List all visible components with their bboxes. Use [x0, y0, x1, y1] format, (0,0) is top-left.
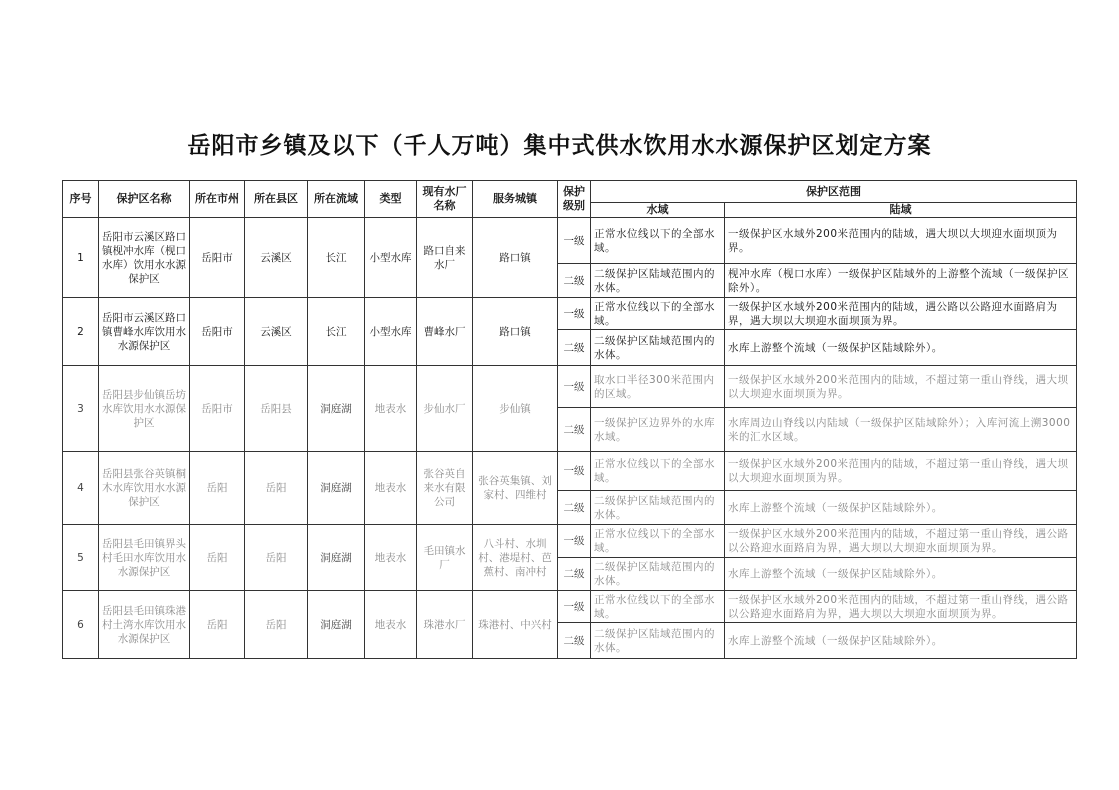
row-plant: 珠港水厂 — [417, 591, 473, 659]
header-scope: 保护区范围 — [591, 181, 1077, 203]
header-towns: 服务城镇 — [473, 181, 558, 218]
header-plant: 现有水厂名称 — [417, 181, 473, 218]
protection-zone-table — [62, 180, 1077, 659]
row-level-1-water: 正常水位线以下的全部水域。 — [591, 525, 725, 558]
row-level-1: 一级 — [558, 366, 591, 408]
row-level-1-water: 取水口半径300米范围内的区域。 — [591, 366, 725, 408]
row-county: 云溪区 — [245, 218, 308, 298]
row-level-2-water: 二级保护区陆域范围内的水体。 — [591, 558, 725, 591]
row-county: 岳阳 — [245, 452, 308, 525]
row-no: 4 — [63, 452, 99, 525]
row-level-2: 二级 — [558, 264, 591, 298]
row-county: 岳阳 — [245, 591, 308, 659]
row-level-1-land: 一级保护区水域外200米范围内的陆域，遇大坝以大坝迎水面坝顶为界。 — [725, 218, 1077, 264]
row-level-1: 一级 — [558, 298, 591, 330]
row-towns: 路口镇 — [473, 298, 558, 366]
row-name: 岳阳县毛田镇珠港村土湾水库饮用水水源保护区 — [99, 591, 190, 659]
row-plant: 路口自来水厂 — [417, 218, 473, 298]
row-county: 岳阳县 — [245, 366, 308, 452]
row-no: 3 — [63, 366, 99, 452]
row-plant: 曹峰水厂 — [417, 298, 473, 366]
row-level-1-water: 正常水位线以下的全部水域。 — [591, 298, 725, 330]
row-basin: 洞庭湖 — [308, 525, 365, 591]
row-level-1-land: 一级保护区水域外200米范围内的陆域，不超过第一重山脊线，遇公路以公路迎水面路肩为界，遇大坝以大坝迎水面坝顶为界。 — [725, 591, 1077, 623]
row-level-2-land: 水库上游整个流域（一级保护区陆域除外）。 — [725, 623, 1077, 659]
row-level-2: 二级 — [558, 491, 591, 525]
row-name: 岳阳市云溪区路口镇枧冲水库（枧口水库）饮用水水源保护区 — [99, 218, 190, 298]
row-basin: 洞庭湖 — [308, 452, 365, 525]
table-row — [63, 366, 1077, 408]
table-row — [63, 452, 1077, 491]
row-no: 6 — [63, 591, 99, 659]
row-level-2-water: 二级保护区陆域范围内的水体。 — [591, 491, 725, 525]
row-level-1-land: 一级保护区水域外200米范围内的陆域，不超过第一重山脊线，遇公路以公路迎水面路肩为界，遇大坝以大坝迎水面坝顶为界。 — [725, 525, 1077, 558]
row-city: 岳阳 — [190, 525, 245, 591]
row-level-2-water: 二级保护区陆域范围内的水体。 — [591, 264, 725, 298]
table-row — [63, 298, 1077, 330]
row-type: 地表水 — [365, 591, 417, 659]
row-city: 岳阳市 — [190, 366, 245, 452]
row-name: 岳阳市云溪区路口镇曹峰水库饮用水水源保护区 — [99, 298, 190, 366]
row-level-1-land: 一级保护区水域外200米范围内的陆域，遇公路以公路迎水面路肩为界，遇大坝以大坝迎水面坝顶为界。 — [725, 298, 1077, 330]
row-type: 小型水库 — [365, 298, 417, 366]
row-city: 岳阳市 — [190, 218, 245, 298]
row-type: 地表水 — [365, 452, 417, 525]
header-county: 所在县区 — [245, 181, 308, 218]
row-type: 小型水库 — [365, 218, 417, 298]
row-towns: 八斗村、水圳村、港堤村、芭蕉村、南冲村 — [473, 525, 558, 591]
header-level: 保护级别 — [558, 181, 591, 218]
row-level-2-water: 二级保护区陆域范围内的水体。 — [591, 623, 725, 659]
header-land: 陆域 — [725, 203, 1077, 218]
row-level-2-land: 水库上游整个流域（一级保护区陆域除外）。 — [725, 491, 1077, 525]
row-basin: 洞庭湖 — [308, 366, 365, 452]
row-basin: 长江 — [308, 218, 365, 298]
table-row — [63, 591, 1077, 623]
row-level-2: 二级 — [558, 330, 591, 366]
row-no: 1 — [63, 218, 99, 298]
header-name: 保护区名称 — [99, 181, 190, 218]
row-level-2-land: 水库上游整个流域（一级保护区陆域除外）。 — [725, 558, 1077, 591]
row-county: 云溪区 — [245, 298, 308, 366]
row-level-2-water: 一级保护区边界外的水库水域。 — [591, 408, 725, 452]
header-no: 序号 — [63, 181, 99, 218]
row-name: 岳阳县张谷英镇桐木水库饮用水水源保护区 — [99, 452, 190, 525]
row-towns: 路口镇 — [473, 218, 558, 298]
document-title: 岳阳市乡镇及以下（千人万吨）集中式供水饮用水水源保护区划定方案 — [187, 132, 932, 159]
row-basin: 洞庭湖 — [308, 591, 365, 659]
row-level-1-water: 正常水位线以下的全部水域。 — [591, 452, 725, 491]
row-name: 岳阳县步仙镇岳坊水库饮用水水源保护区 — [99, 366, 190, 452]
row-level-1: 一级 — [558, 218, 591, 264]
header-water: 水域 — [591, 203, 725, 218]
row-level-1: 一级 — [558, 591, 591, 623]
row-level-2-land: 水库周边山脊线以内陆域（一级保护区陆域除外）；入库河流上溯3000米的汇水区域。 — [725, 408, 1077, 452]
row-level-1: 一级 — [558, 452, 591, 491]
row-level-2-water: 二级保护区陆域范围内的水体。 — [591, 330, 725, 366]
row-towns: 步仙镇 — [473, 366, 558, 452]
row-level-1-water: 正常水位线以下的全部水域。 — [591, 218, 725, 264]
row-level-2: 二级 — [558, 623, 591, 659]
header-city: 所在市州 — [190, 181, 245, 218]
row-level-2: 二级 — [558, 558, 591, 591]
header-basin: 所在流域 — [308, 181, 365, 218]
row-level-2-land: 枧冲水库（枧口水库）一级保护区陆域外的上游整个流域（一级保护区除外）。 — [725, 264, 1077, 298]
row-towns: 珠港村、中兴村 — [473, 591, 558, 659]
row-level-2: 二级 — [558, 408, 591, 452]
row-level-1-land: 一级保护区水域外200米范围内的陆域，不超过第一重山脊线，遇大坝以大坝迎水面坝顶为界。 — [725, 366, 1077, 408]
row-no: 2 — [63, 298, 99, 366]
row-level-2-land: 水库上游整个流域（一级保护区陆域除外）。 — [725, 330, 1077, 366]
header-type: 类型 — [365, 181, 417, 218]
row-level-1-land: 一级保护区水域外200米范围内的陆域，不超过第一重山脊线，遇大坝以大坝迎水面坝顶为界。 — [725, 452, 1077, 491]
row-level-1: 一级 — [558, 525, 591, 558]
row-basin: 长江 — [308, 298, 365, 366]
table-row — [63, 525, 1077, 558]
row-level-1-water: 正常水位线以下的全部水域。 — [591, 591, 725, 623]
row-county: 岳阳 — [245, 525, 308, 591]
row-city: 岳阳市 — [190, 298, 245, 366]
row-towns: 张谷英集镇、刘家村、四维村 — [473, 452, 558, 525]
row-plant: 步仙水厂 — [417, 366, 473, 452]
row-type: 地表水 — [365, 525, 417, 591]
table-row — [63, 218, 1077, 264]
row-type: 地表水 — [365, 366, 417, 452]
row-plant: 张谷英自来水有限公司 — [417, 452, 473, 525]
row-no: 5 — [63, 525, 99, 591]
header-row — [63, 181, 1077, 203]
row-plant: 毛田镇水厂 — [417, 525, 473, 591]
row-name: 岳阳县毛田镇界头村毛田水库饮用水水源保护区 — [99, 525, 190, 591]
row-city: 岳阳 — [190, 452, 245, 525]
row-city: 岳阳 — [190, 591, 245, 659]
